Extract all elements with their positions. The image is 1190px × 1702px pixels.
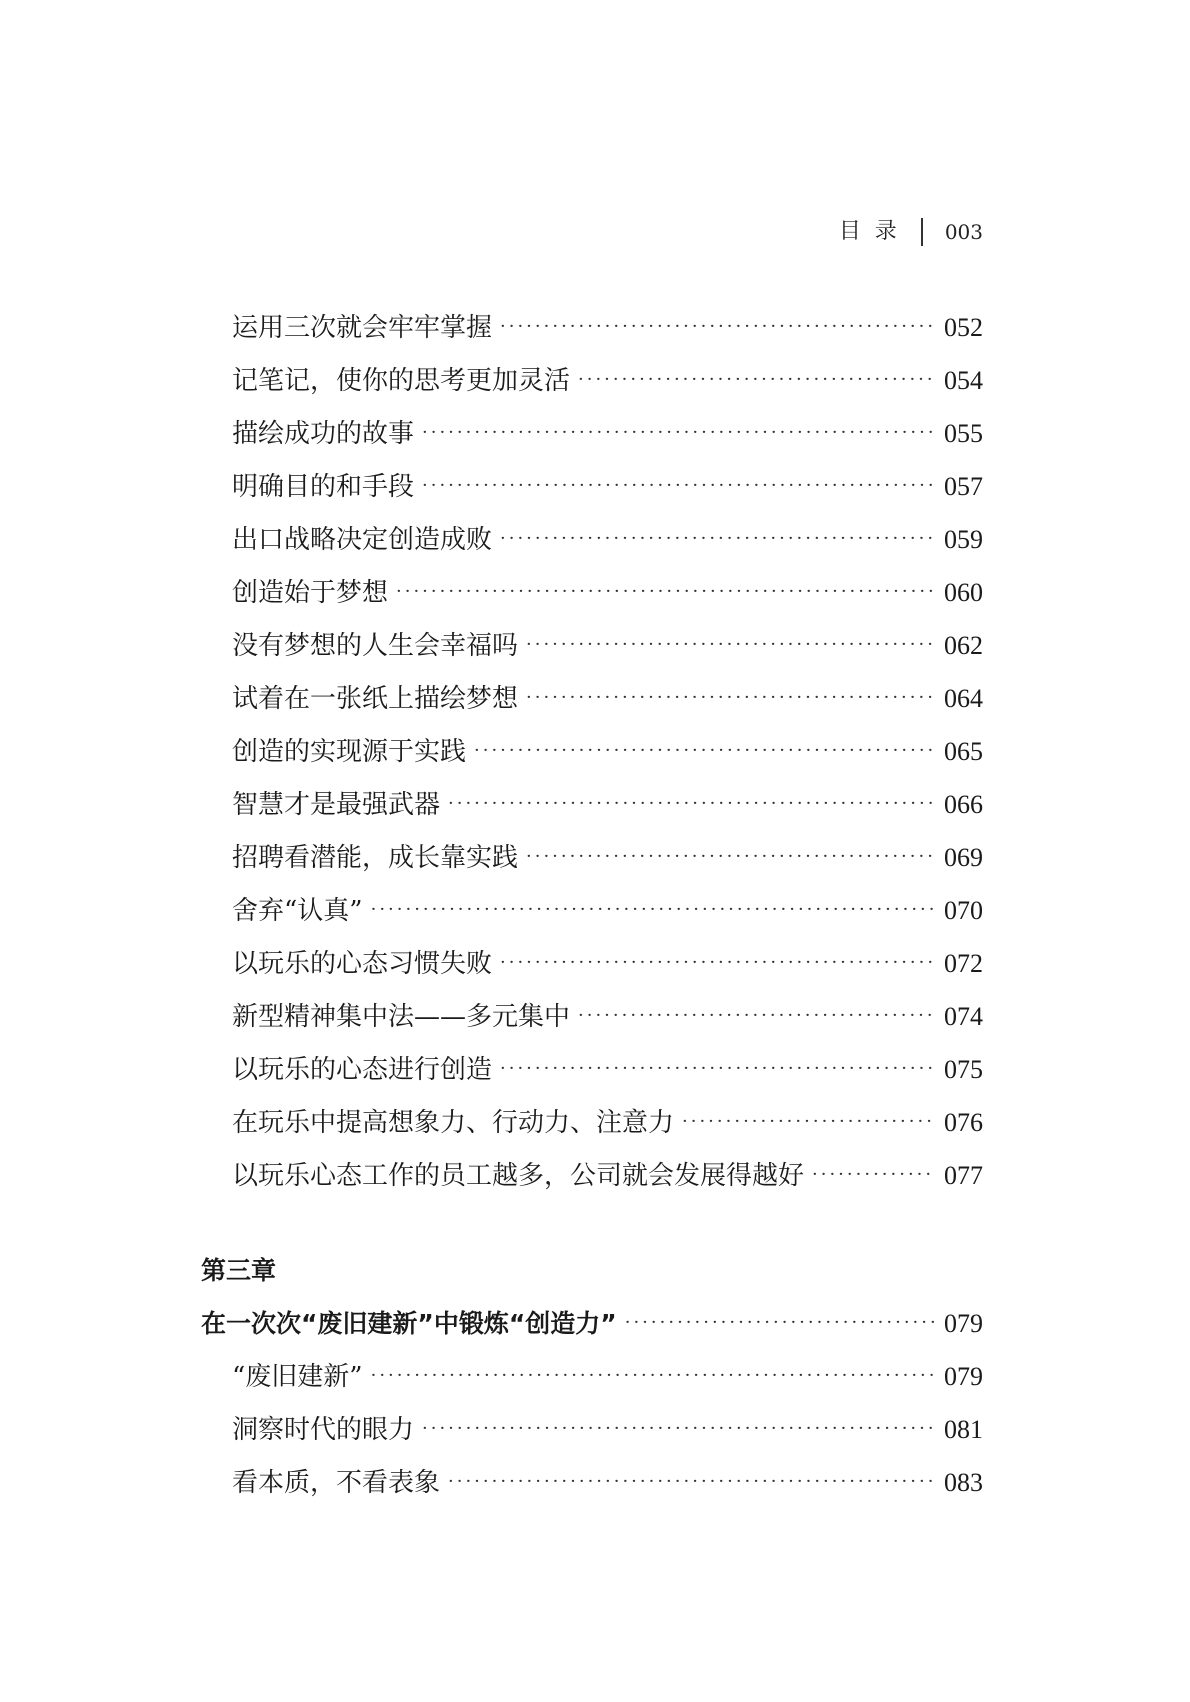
toc-entry[interactable]	[232, 575, 983, 611]
toc-entry-title: 以玩乐的心态习惯失败	[232, 949, 493, 979]
dot-leader	[396, 574, 934, 610]
toc-entry-page: 070	[944, 896, 983, 925]
dot-leader	[682, 1104, 934, 1140]
dot-leader	[422, 468, 934, 504]
toc-entry-page: 077	[944, 1161, 983, 1190]
header-divider	[921, 218, 923, 246]
toc-entry[interactable]	[232, 946, 983, 982]
toc-entry[interactable]	[232, 1359, 983, 1395]
toc-entry-title: 出口战略决定创造成败	[232, 525, 493, 555]
header-section-title: 目 录	[838, 219, 897, 244]
toc-entry[interactable]	[232, 628, 983, 664]
toc-entry-page: 060	[944, 578, 983, 607]
dot-leader	[371, 892, 934, 928]
toc-entry[interactable]	[232, 1465, 983, 1501]
toc-entry-title: 招聘看潜能，成长靠实践	[232, 843, 519, 873]
toc-entry-title: 新型精神集中法——多元集中	[232, 1002, 571, 1032]
toc-entry-page: 074	[944, 1002, 983, 1031]
toc-chapter-page: 079	[944, 1309, 983, 1338]
toc-entry-title: 创造始于梦想	[232, 578, 389, 608]
toc-entry-title: 以玩乐的心态进行创造	[232, 1055, 493, 1085]
toc-entry-page: 052	[944, 313, 983, 342]
toc-chapter-entry[interactable]	[201, 1306, 983, 1342]
toc-entry-page: 069	[944, 843, 983, 872]
dot-leader	[371, 1358, 934, 1394]
toc-entry-page: 059	[944, 525, 983, 554]
toc-entry[interactable]	[232, 363, 983, 399]
toc-entry[interactable]	[232, 469, 983, 505]
toc-entry-title: 以玩乐心态工作的员工越多，公司就会发展得越好	[232, 1161, 805, 1191]
toc-entry[interactable]	[232, 1412, 983, 1448]
dot-leader	[578, 998, 934, 1034]
toc-entry[interactable]	[232, 1105, 983, 1141]
dot-leader	[448, 786, 934, 822]
toc-entry-title: 明确目的和手段	[232, 472, 415, 502]
toc-entry-title: “废旧建新”	[232, 1362, 363, 1392]
toc-entry-title: 智慧才是最强武器	[232, 790, 441, 820]
header-page-number: 003	[944, 220, 983, 244]
toc-entry[interactable]	[232, 1052, 983, 1088]
toc-entry-title: 看本质，不看表象	[232, 1468, 441, 1498]
toc-entry-page: 062	[944, 631, 983, 660]
dot-leader	[500, 309, 934, 345]
toc-entry-page: 079	[944, 1362, 983, 1391]
toc-entry[interactable]	[232, 416, 983, 452]
toc-entry-title: 试着在一张纸上描绘梦想	[232, 684, 519, 714]
dot-leader	[448, 1464, 934, 1500]
toc-entry-page: 066	[944, 790, 983, 819]
toc-entry-page: 072	[944, 949, 983, 978]
toc-entry-page: 076	[944, 1108, 983, 1137]
dot-leader	[500, 521, 934, 557]
toc-entry-page: 064	[944, 684, 983, 713]
toc-entry-page: 075	[944, 1055, 983, 1084]
toc-entry-title: 洞察时代的眼力	[232, 1415, 415, 1445]
running-header	[839, 218, 983, 246]
toc-entry[interactable]	[232, 1158, 983, 1194]
dot-leader	[526, 680, 934, 716]
dot-leader	[474, 733, 934, 769]
toc-entry-title: 运用三次就会牢牢掌握	[232, 313, 493, 343]
toc-entry[interactable]	[232, 999, 983, 1035]
toc-entry[interactable]	[232, 522, 983, 558]
toc-entry[interactable]	[232, 734, 983, 770]
toc-entry-title: 创造的实现源于实践	[232, 737, 467, 767]
toc-entry-title: 舍弃“认真”	[232, 896, 363, 926]
dot-leader	[422, 415, 934, 451]
chapter-label: 第三章	[201, 1256, 277, 1285]
toc-entry-title: 记笔记，使你的思考更加灵活	[232, 366, 571, 396]
dot-leader	[526, 627, 934, 663]
toc-entry-page: 055	[944, 419, 983, 448]
toc-entry-page: 081	[944, 1415, 983, 1444]
toc-entry-page: 083	[944, 1468, 983, 1497]
toc-entry[interactable]	[232, 787, 983, 823]
toc-entry[interactable]	[232, 310, 983, 346]
toc-entry-page: 054	[944, 366, 983, 395]
toc-entry-title: 在玩乐中提高想象力、行动力、注意力	[232, 1108, 675, 1138]
toc-entry[interactable]	[232, 840, 983, 876]
toc-chapter-title: 在一次次“废旧建新”中锻炼“创造力”	[201, 1309, 617, 1338]
toc-entry-title: 描绘成功的故事	[232, 419, 415, 449]
dot-leader	[812, 1157, 934, 1193]
toc-entry[interactable]	[232, 681, 983, 717]
dot-leader	[500, 945, 934, 981]
dot-leader	[526, 839, 934, 875]
dot-leader	[422, 1411, 934, 1447]
dot-leader	[500, 1051, 934, 1087]
toc-entry-page: 065	[944, 737, 983, 766]
toc-entry[interactable]	[232, 893, 983, 929]
toc-entry-title: 没有梦想的人生会幸福吗	[232, 631, 519, 661]
toc-entry-page: 057	[944, 472, 983, 501]
dot-leader	[578, 362, 934, 398]
dot-leader	[625, 1305, 934, 1341]
